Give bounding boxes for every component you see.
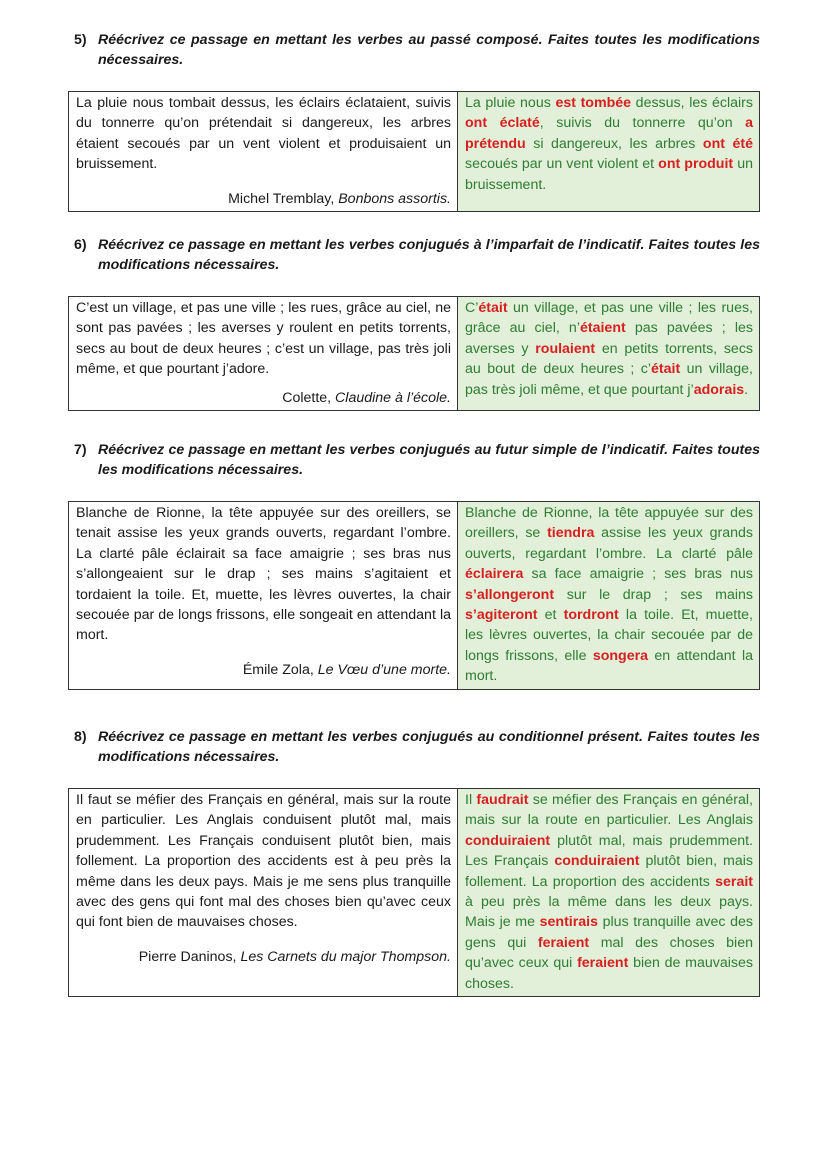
answer-segment: en attendant la mort.: [465, 647, 753, 685]
exercise-number: 7): [74, 442, 87, 458]
original-text: C’est un village, et pas une ville ; les rues, grâce au ciel, ne sont pas pavées ; les averses y roulent en petits torrents, secs au bout de deux heures ; c’est un village, pas très joli même, et que pourtant j’adore.: [76, 300, 451, 378]
answer-passage: [458, 789, 760, 997]
original-passage: [69, 789, 458, 997]
exercise-instruction: 7) Réécrivez ce passage en mettant les verbes conjugués au futur simple de l’indicatif. Faites toutes les modifications nécessaires.: [74, 442, 760, 478]
conjugated-verb: ont été: [702, 135, 753, 152]
exercise-number: 5): [74, 32, 87, 48]
conjugated-verb: feraient: [537, 934, 590, 951]
conjugated-verb: roulaient: [535, 340, 596, 357]
conjugated-verb: était: [651, 361, 681, 378]
conjugated-verb: songera: [592, 647, 649, 664]
answer-segment: et: [537, 607, 564, 624]
conjugated-verb: adorais: [693, 381, 745, 398]
answer-text: [465, 790, 753, 994]
conjugated-verb: ont produit: [658, 156, 734, 173]
source-citation: Émile Zola, Le Vœu d’une morte.: [242, 661, 451, 678]
answer-passage: [458, 502, 760, 690]
answer-segment: en petits torrents, secs au bout de deux heures ; c’: [465, 340, 754, 378]
original-text: Il faut se méfier des Français en général, mais sur la route en particulier. Les Anglais conduisent plutôt mal, mais prudemment. Les Français conduisent plutôt bien, mais follement. La proportion des accidents est à peu près la même dans les deux pays. Mais je me sens plus tranquille avec des gens qui font mal des choses bien qu’avec ceux qui font bien de mauvaises choses.: [76, 792, 451, 931]
answer-segment: C’: [465, 300, 479, 316]
conjugated-verb: conduiraient: [465, 832, 551, 849]
conjugated-verb: serait: [715, 873, 753, 890]
answer-segment: se méfier des Français en général, mais sur la route en particulier. Les Anglais: [465, 792, 753, 829]
exercise-instruction: 8) Réécrivez ce passage en mettant les verbes conjugués au conditionnel présent. Faites toutes les modifications nécessaires.: [74, 729, 760, 765]
answer-segment: plus tranquille avec des gens qui: [465, 914, 754, 951]
answer-segment: un village, pas très joli même, et que pourtant j’: [465, 361, 753, 398]
original-passage: [69, 502, 458, 690]
answer-segment: sur le drap ; ses mains: [554, 586, 753, 603]
answer-segment: à peu près la même dans les deux pays. Mais je me: [465, 894, 753, 931]
source-citation: Pierre Daninos, Les Carnets du major Thompson.: [138, 948, 451, 965]
exercise-table: [68, 788, 760, 997]
conjugated-verb: s’allongeront: [465, 586, 555, 603]
answer-text: [465, 93, 753, 195]
answer-segment: La pluie nous: [465, 95, 556, 111]
exercise-table: [68, 501, 760, 690]
answer-segment: pas pavées ; les averses y: [465, 320, 753, 357]
answer-segment: plutôt mal, mais prudemment. Les Français: [465, 832, 753, 870]
answer-passage: [458, 297, 760, 411]
conjugated-verb: feraient: [577, 955, 629, 972]
conjugated-verb: a prétendu: [465, 115, 753, 152]
exercise-instruction: 5) Réécrivez ce passage en mettant les verbes au passé composé. Faites toutes les modifications nécessaires.: [74, 32, 760, 68]
answer-segment: si dangereux, les arbres: [525, 135, 703, 152]
original-text: La pluie nous tombait dessus, les éclairs éclataient, suivis du tonnerre qu’on prétendait si dangereux, les arbres étaient secoués par un vent violent et produisaient un bruissement.: [76, 95, 451, 173]
conjugated-verb: ont éclaté: [465, 115, 540, 132]
answer-segment: dessus, les éclairs: [631, 95, 753, 111]
answer-segment: .: [744, 381, 749, 398]
answer-segment: un bruissement.: [465, 156, 753, 193]
original-text: Blanche de Rionne, la tête appuyée sur des oreillers, se tenait assise les yeux grands ouverts, regardant l’ombre. La clarté pâle éclairait sa face amaigrie ; ses bras nus s’allongeaient sur le drap ; ses mains s’agitaient et tordaient la toile. Et, muette, les lèvres ouvertes, la chair secouée par de longs frissons, elle songeait en attendant la mort.: [76, 505, 451, 644]
source-citation: Michel Tremblay, Bonbons assortis.: [228, 190, 451, 207]
answer-text: [465, 503, 753, 687]
conjugated-verb: étaient: [579, 320, 626, 337]
conjugated-verb: sentirais: [539, 914, 598, 931]
exercise-7: [68, 440, 760, 685]
answer-segment: Blanche de Rionne, la tête appuyée sur des oreillers, se: [465, 505, 753, 542]
conjugated-verb: éclairera: [465, 566, 524, 583]
answer-segment: mal des choses bien qu’avec ceux qui: [465, 934, 753, 972]
answer-segment: plutôt bien, mais follement. La proportion des accidents: [465, 853, 753, 890]
exercise-5: [68, 30, 760, 207]
exercise-table: [68, 296, 760, 411]
conjugated-verb: s’agiteront: [465, 607, 538, 624]
conjugated-verb: faudrait: [476, 792, 529, 808]
conjugated-verb: est tombée: [555, 95, 632, 111]
exercise-6: [68, 235, 760, 406]
exercise-number: 8): [74, 729, 87, 745]
conjugated-verb: était: [478, 300, 508, 316]
exercise-number: 6): [74, 237, 87, 253]
exercise-8: [68, 727, 760, 992]
answer-segment: bien de mauvaises choses.: [465, 955, 753, 992]
conjugated-verb: conduiraient: [554, 853, 640, 870]
answer-segment: assise les yeux grands ouverts, regardant l’ombre. La clarté pâle: [465, 525, 753, 562]
answer-segment: , suivis du tonnerre qu’on: [539, 115, 746, 132]
answer-segment: Il: [465, 792, 477, 808]
exercise-table: [68, 91, 760, 212]
answer-segment: la toile. Et, muette, les lèvres ouvertes, la chair secouée par de longs frissons, elle: [465, 607, 753, 664]
source-citation: Colette, Claudine à l’école.: [282, 389, 451, 406]
original-passage: [69, 92, 458, 212]
exercise-instruction: 6) Réécrivez ce passage en mettant les verbes conjugués à l’imparfait de l’indicatif. Faites toutes les modifications nécessaires.: [74, 237, 760, 273]
answer-segment: secoués par un vent violent et: [465, 156, 659, 173]
answer-segment: un village, et pas une ville ; les rues, grâce au ciel, n’: [465, 300, 753, 337]
answer-segment: sa face amaigrie ; ses bras nus: [523, 566, 753, 583]
answer-text: [465, 298, 753, 400]
answer-passage: [458, 92, 760, 212]
conjugated-verb: tiendra: [547, 525, 595, 542]
conjugated-verb: tordront: [563, 607, 619, 624]
original-passage: [69, 297, 458, 411]
